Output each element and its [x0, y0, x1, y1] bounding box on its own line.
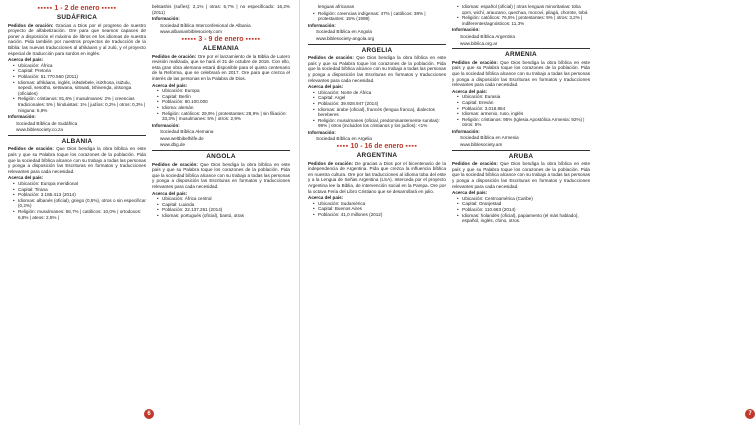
- week-heading-2: ▪▪▪▪▪ 3 - 9 de enero ▪▪▪▪▪: [181, 35, 261, 43]
- fact-item: • Idiomas: armenio, ruso, inglés: [458, 111, 590, 117]
- facts-list-argentina-cont: [452, 4, 590, 26]
- fact-item: • Ubicación: Centroamérica (Caribe): [458, 196, 590, 202]
- prayer-text-angola: Pedidos de oración: Que Dios bendiga la obra bíblica en este país y que su Palabra toque los corazones de la población. Pida que la sociedad bíblica alcance con su trabajo a todas las personas y ponga a disposición las Escrituras en formatos y traducciones relevantes para cada necesidad.: [152, 161, 290, 190]
- fact-item: • Capital: Oranjestad: [458, 201, 590, 207]
- info-heading: Información:: [308, 129, 336, 135]
- info-heading: Información:: [452, 128, 480, 134]
- country-title-argentina: ARGENTINA: [356, 152, 398, 160]
- info-heading: Información:: [8, 114, 36, 120]
- country-title-argelia: ARGELIA: [361, 46, 393, 54]
- fact-item: • Capital: Buenos Aires: [314, 206, 446, 212]
- fact-item: • Ubicación: África: [14, 63, 146, 69]
- prayer-text-armenia: Pedidos de oración: Que Dios bendiga la obra bíblica en este país y que su Palabra toque los corazones de la población. Pida que la sociedad bíblica alcance con su trabajo a todas las personas y ponga a disposición las Escrituras en formatos y traducciones relevantes para cada necesidad.: [452, 59, 590, 88]
- fact-item: • Población: 3.185.413 (2014): [14, 192, 146, 198]
- column-2: [152, 4, 290, 219]
- divider: [8, 135, 146, 136]
- facts-list-sudafrica: [8, 63, 146, 113]
- fact-item: • Ubicación: Eurasia: [458, 94, 590, 100]
- info-heading: Información:: [152, 16, 180, 22]
- right-page: [300, 0, 752, 425]
- albania-religion-continued: bektashis (sufíes): 2,1% | otras: 5,7% | no especificado: 16,2% (2011): [152, 4, 290, 15]
- info-link[interactable]: www.biblesociety-angola.org: [316, 35, 375, 41]
- country-title-albania: ALBANIA: [61, 137, 93, 145]
- page-number-left: 6: [144, 409, 154, 419]
- fact-item: • Población: 110.663 (2014): [458, 207, 590, 213]
- prayer-text-argentina: Pedidos de oración: De gracias a Dios por el bicentenario de la independencia de Argentina. Pida que crezca la influencia bíblica en nuestra cultura. Ore por las traducciones al idioma toba del este y a la Lengua de Señas Argentina (LSA). Interceda por el proyecto Argentina lee la Biblia, de intervención social en la Pampa. Ore por la octava Feria del Libro Cristiano que se desarrollará en julio.: [308, 160, 447, 194]
- info-link[interactable]: www.albanianbiblesociety.com: [160, 29, 222, 35]
- info-link[interactable]: www.dbg.de: [160, 142, 186, 148]
- fact-item: • Idioma: alemán: [158, 105, 290, 111]
- left-page: [0, 0, 300, 425]
- prayer-text-albania: Pedidos de oración: Que Dios bendiga la obra bíblica en este país y que su Palabra toque los corazones de la población. Pida que la sociedad bíblica alcance con su trabajo a todas las personas y ponga a disposición las Escrituras en formatos y traducciones relevantes para cada necesidad.: [8, 146, 146, 174]
- fact-item: • Idiomas: español (oficial) | otras lenguas minoritarias: toba qom, wichí, araucano, quechua, mocoví, pilagá, chorote, tobá: [458, 4, 590, 15]
- about-heading: Acerca del país:: [308, 195, 344, 201]
- about-heading: Acerca del país:: [152, 190, 188, 196]
- fact-item: • Población: 80.100.000: [158, 99, 290, 105]
- page-number-right: 7: [745, 409, 755, 419]
- fact-item: • Idiomas: árabe (oficial), francés (lengua franca), dialectos bereberes: [314, 107, 446, 118]
- fact-item: • Población: 22.137.261 (2014): [158, 207, 290, 213]
- fact-item: • Población: 39.928.947 (2014): [314, 101, 446, 107]
- about-heading: Acerca del país:: [152, 82, 188, 88]
- info-heading: Información:: [152, 122, 180, 128]
- facts-list-armenia: [452, 94, 590, 128]
- fact-item: • Religión: cristianos: 81,6% | musulmanes: 2% | creencias tradicionales: 5% | hinduistas: 1% | judíos: 0,2% | otros: 0,3% | ninguna: 5,9%: [14, 96, 146, 113]
- country-title-armenia: ARMENIA: [505, 51, 537, 59]
- fact-item: • Ubicación: Europa: [158, 88, 290, 94]
- fact-item: • Religión: creencias indígenas: 47% | católicos: 38% | protestantes: 15% (1998): [314, 11, 446, 22]
- fact-item: • Población: 41,0 millones (2012): [314, 212, 446, 218]
- prayer-text-argelia: Pedidos de oración: Que Dios bendiga la obra bíblica en este país y que su Palabra toque los corazones de la población. Pida que la sociedad bíblica alcance con su trabajo a todas las personas y ponga a disposición las Escrituras en formatos y traducciones relevantes para cada necesidad.: [308, 55, 446, 83]
- fact-item: • Población: 51.770.560 (2011): [14, 74, 146, 80]
- divider: [452, 48, 590, 49]
- facts-list-argelia: [308, 90, 446, 129]
- prayer-text-aruba: Pedidos de oración: Que Dios bendiga la obra bíblica en este país y que su Palabra toque los corazones de la población. Pida que la sociedad bíblica alcance con su trabajo a todas las personas y ponga a disposición las Escrituras en formatos y traducciones relevantes para cada necesidad.: [452, 161, 590, 189]
- facts-list-angola: [152, 196, 290, 218]
- info-link[interactable]: www.biblesociety.co.za: [16, 127, 63, 133]
- info-line: Sociedad Bíblica en Argelia: [316, 136, 372, 142]
- info-line: Sociedad Bíblica Interconfesional de Albania: [160, 22, 251, 28]
- facts-list-alemania: [152, 88, 290, 122]
- fact-item: • Religión: católicos: 76,5% | protestantes: 9% | otros: 3,2% | indiferentes/agnósticos: 11,3%: [458, 15, 590, 26]
- about-heading: Acerca del país:: [8, 57, 44, 63]
- info-heading: Información:: [308, 22, 336, 28]
- info-heading: Información:: [452, 27, 480, 33]
- fact-item: • Capital: Pretoria: [14, 68, 146, 74]
- info-line: Sociedad Bíblica de Sudáfrica: [16, 120, 78, 126]
- facts-list-aruba: [452, 196, 590, 224]
- week-heading-1: ▪▪▪▪▪ 1 - 2 de enero ▪▪▪▪▪: [37, 5, 117, 12]
- fact-item: • Ubicación: África central: [158, 196, 290, 202]
- info-line: Sociedad Bíblica Alemana: [160, 129, 214, 135]
- prayer-text-sudafrica: Pedidos de oración: Gracias a Dios por el progreso de nuestro proyecto de alfabetización. Ore para que seamos capaces de poner a disposición el máximo de libros en los idiomas de nuestra nación. Pida también por nuestros proyectos de traducción de la Biblia: las nuevas traducciones al afrikáans y al zulú, y el proyecto especial de traducción para sordos en inglés.: [8, 22, 147, 56]
- fact-item: • Capital: Tirana: [14, 187, 146, 193]
- country-title-angola: ANGOLA: [206, 153, 236, 161]
- info-link[interactable]: www.biblica.org.ar: [460, 40, 498, 46]
- fact-item: • Ubicación: Europa meridional: [14, 181, 146, 187]
- fact-item: • Capital: Ereván: [458, 100, 590, 106]
- about-heading: Acerca del país:: [452, 190, 488, 196]
- about-heading: Acerca del país:: [8, 175, 44, 181]
- fact-item: • Población: 3.018.854: [458, 106, 590, 112]
- fact-item: • Ubicación: Norte de África: [314, 90, 446, 96]
- divider: [152, 150, 290, 151]
- facts-list-argentina: [308, 201, 446, 218]
- column-4: [452, 4, 590, 224]
- fact-item: • Religión: musulmanes (oficial, predominantemente sunitas): 99% | otros (incluidos los cristianos y los judíos): <1%: [314, 118, 446, 129]
- info-line: Sociedad Bíblica Argentina: [460, 33, 515, 39]
- info-line: Sociedad Bíblica en Angola: [316, 29, 372, 35]
- divider: [452, 150, 590, 151]
- fact-item: • Idiomas: albanés (oficial), griego (0,5%), otros o sin especificar (0,2%): [14, 198, 146, 209]
- fact-item: • Capital: Argel: [314, 95, 446, 101]
- country-title-sudafrica: SUDÁFRICA: [56, 14, 98, 21]
- prayer-text-alemania: Pedidos de oración: Ore por el lanzamiento de la Biblia de Lutero revisión realizada, que se hará el 31 de octubre de 2016. Con ello, esta gran obra alemana estará disponible para el quinto centenario de la Reforma, que se celebrará en 2017. Ore para que crezca el interés de las personas en la Palabra de Dios.: [152, 53, 290, 81]
- divider: [308, 44, 446, 45]
- about-heading: Acerca del país:: [452, 88, 488, 94]
- facts-list-albania: [8, 181, 146, 220]
- country-title-aruba: ARUBA: [508, 152, 534, 160]
- info-line: Sociedad Bíblica en Armenia: [460, 135, 519, 141]
- facts-list-angola-cont: [308, 11, 446, 22]
- fact-item: • Capital: Luanda: [158, 202, 290, 208]
- fact-item: • Religión: musulmanes: 56,7% | católicos: 10,0% | ortodoxos: 6,8% | ateos: 2,5% |: [14, 209, 146, 220]
- week-heading-3: ▪▪▪▪ 10 - 16 de enero ▪▪▪▪: [336, 143, 418, 151]
- fact-item: • Religión: católicos: 29,9% | protestantes: 28,9% | sin filiación: 33,3% | musulmanes: 5% | otros: 2,9%: [158, 111, 290, 122]
- fact-item: • Ubicación: Sudamérica: [314, 201, 446, 207]
- country-title-alemania: ALEMANIA: [202, 44, 240, 52]
- info-link[interactable]: www.biblesociety.am: [460, 142, 503, 148]
- fact-item: • Idiomas: portugués (oficial), bantú, otras: [158, 213, 290, 219]
- info-link[interactable]: www.weltbibelhilfe.de: [160, 135, 204, 141]
- fact-item: • Capital: Berlín: [158, 94, 290, 100]
- fact-item: • Religión: cristianos: 95% (Iglesia Apostólica Armenia: 92%) | otros: 5%: [458, 117, 590, 128]
- fact-item: • Idiomas: holandés (oficial), papiamento (el más hablado), español, inglés, chino, otros.: [458, 213, 590, 224]
- about-heading: Acerca del país:: [308, 84, 344, 90]
- column-3: [308, 4, 446, 218]
- angola-languages-continued: lenguas africanas: [318, 4, 355, 9]
- column-1: [8, 4, 146, 220]
- fact-item: • Idiomas: afrikáans, inglés, isiNdebele, isiXhosa, isiZulu, sepedi, sesotho, setswana, siSwati, tshivenḓa, xitsonga (oficiales): [14, 80, 146, 97]
